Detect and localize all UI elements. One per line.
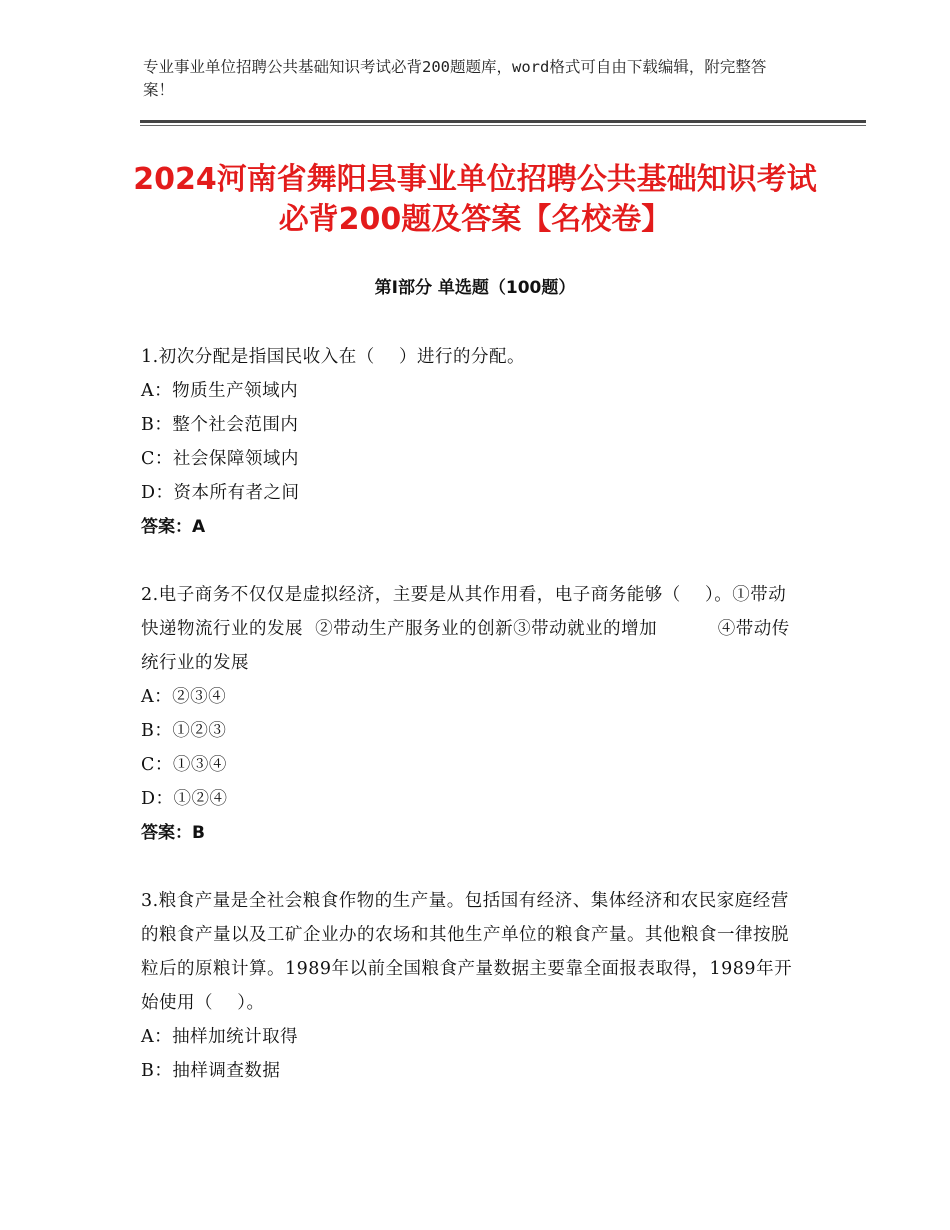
header-divider-thick [140,120,866,123]
option-c: C：社会保障领域内 [141,449,299,469]
option-a: A：②③④ [141,687,227,707]
option-d: D：资本所有者之间 [141,483,300,503]
question-stem: 1.初次分配是指国民收入在（ ）进行的分配。 [141,347,525,367]
option-b: B：抽样调查数据 [141,1061,281,1081]
question-list [141,340,801,1122]
option-b: B：①②③ [141,721,227,741]
question-stem: 3.粮食产量是全社会粮食作物的生产量。包括国有经济、集体经济和农民家庭经营的粮食产量以及工矿企业办的农场和其他生产单位的粮食产量。其他粮食一律按脱粒后的原粮计算。1989年以前全国粮食产量数据主要靠全面报表取得，1989年开始使用（ ）。 [141,891,793,1013]
header-note: 专业事业单位招聘公共基础知识考试必背200题题库，word格式可自由下载编辑，附完整答案！ [143,58,767,99]
option-d: D：①②④ [141,789,228,809]
question-2 [141,578,801,850]
header-divider-thin [140,125,866,126]
answer: 答案：A [141,517,206,537]
document-title: 2024河南省舞阳县事业单位招聘公共基础知识考试必背200题及答案【名校卷】 [133,162,817,237]
option-c: C：①③④ [141,755,227,775]
question-1 [141,340,801,544]
question-stem: 2.电子商务不仅仅是虚拟经济，主要是从其作用看，电子商务能够（ ）。①带动快递物流行业的发展 ②带动生产服务业的创新③带动就业的增加 ④带动传统行业的发展 [141,585,790,673]
answer: 答案：B [141,823,205,843]
option-b: B：整个社会范围内 [141,415,299,435]
question-3 [141,884,801,1088]
section-title: 第Ⅰ部分 单选题（100题） [374,278,576,298]
option-a: A：物质生产领域内 [141,381,299,401]
option-a: A：抽样加统计取得 [141,1027,299,1047]
